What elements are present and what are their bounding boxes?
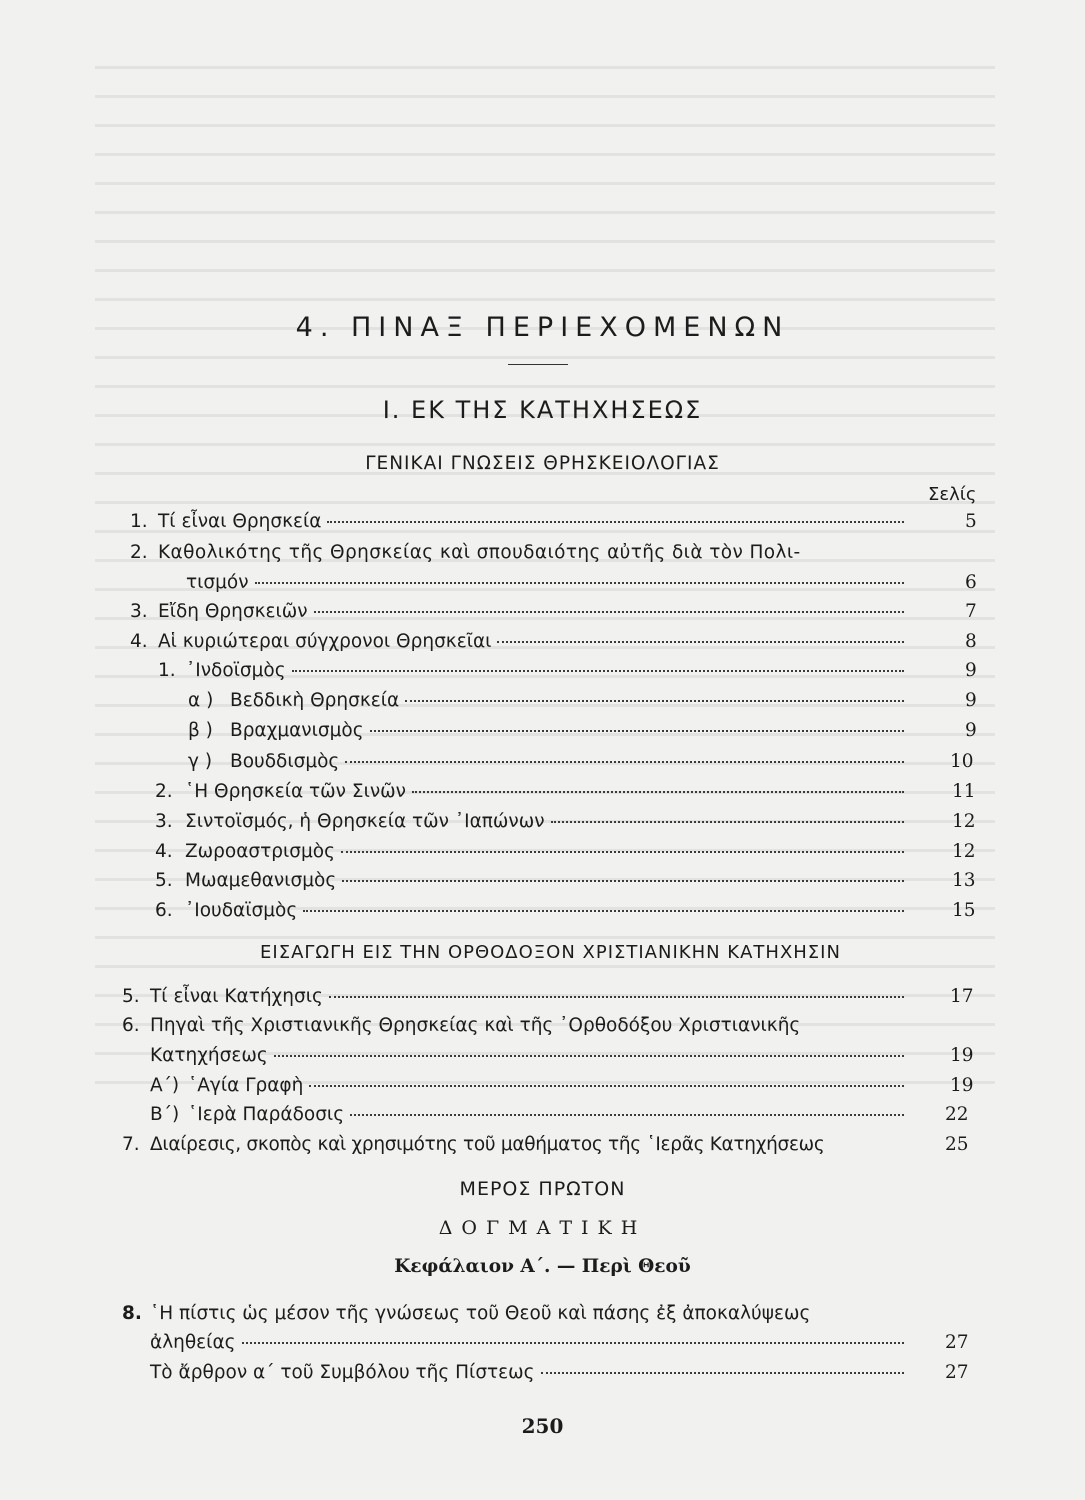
toc-entry xyxy=(122,1133,972,1157)
dot-leader xyxy=(350,1114,904,1116)
entry-number: 8. xyxy=(122,1303,142,1324)
toc-entry-line xyxy=(130,541,801,565)
entry-page: 27 xyxy=(945,1332,969,1353)
entry-number: 5. xyxy=(122,986,140,1007)
toc-entry-continuation xyxy=(150,1331,969,1355)
entry-page: 7 xyxy=(965,601,977,622)
entry-page: 15 xyxy=(952,900,976,921)
entry-title: Σιντοϊσμός, ἡ Θρησκεία τῶν ᾿Ιαπώνων xyxy=(185,811,545,832)
toc-entry xyxy=(155,869,976,893)
entry-number: 2. xyxy=(155,781,173,802)
entry-page: 17 xyxy=(950,986,974,1007)
entry-page: 10 xyxy=(950,751,974,772)
dot-leader xyxy=(329,996,904,998)
entry-page: 12 xyxy=(952,841,976,862)
entry-number: 3. xyxy=(130,601,148,622)
dot-leader xyxy=(412,791,904,793)
entry-page: 5 xyxy=(965,511,977,532)
dot-leader xyxy=(303,910,904,912)
toc-entry-continuation xyxy=(150,1044,974,1068)
toc-entry xyxy=(188,719,977,743)
dot-leader xyxy=(370,730,904,732)
entry-title: Αἱ κυριώτεραι σύγχρονοι Θρησκεῖαι xyxy=(158,631,492,652)
page-title: 4. ΠΙΝΑΞ ΠΕΡΙΕΧΟΜΕΝΩΝ xyxy=(295,312,790,343)
toc-entry xyxy=(188,689,977,713)
toc-entry xyxy=(130,600,977,624)
entry-page: 9 xyxy=(965,690,977,711)
dot-leader xyxy=(309,1085,904,1087)
dot-leader xyxy=(345,761,904,763)
entry-title: ῾Ιερὰ Παράδοσις xyxy=(188,1104,345,1125)
entry-title: ῾Αγία Γραφὴ xyxy=(188,1075,304,1096)
entry-page: 22 xyxy=(945,1104,969,1125)
entry-title: Τὸ ἄρθρον α΄ τοῦ Συμβόλου τῆς Πίστεως xyxy=(150,1362,535,1383)
dot-leader xyxy=(342,880,904,882)
dot-leader xyxy=(242,1342,905,1344)
entry-number: γ ) xyxy=(188,751,213,772)
dogmatics-heading: ΔΟΓΜΑΤΙΚΗ xyxy=(438,1217,647,1239)
chapter-heading: Κεφάλαιον Α΄. — Περὶ Θεοῦ xyxy=(394,1256,691,1277)
entry-number: β ) xyxy=(188,720,213,741)
entry-number: 2. xyxy=(130,542,148,563)
dot-leader xyxy=(327,521,904,523)
entry-title: Τί εἶναι Θρησκεία xyxy=(158,511,322,532)
bleed-through-texture xyxy=(95,40,995,1100)
toc-entry-line xyxy=(122,1014,800,1038)
entry-title: Διαίρεσις, σκοπὸς καὶ χρησιμότης τοῦ μαθήματος τῆς ῾Ιερᾶς Κατηχήσεως xyxy=(150,1134,825,1155)
page-column-label: Σελίς xyxy=(928,484,977,505)
entry-title: Πηγαὶ τῆς Χριστιανικῆς Θρησκείας καὶ τῆς ᾿Ορθοδόξου Χριστιανικῆς xyxy=(150,1015,801,1036)
entry-title-cont: τισμόν xyxy=(186,572,249,593)
entry-number: 6. xyxy=(122,1015,140,1036)
toc-entry xyxy=(150,1074,974,1098)
entry-page: 19 xyxy=(950,1045,974,1066)
entry-number: 7. xyxy=(122,1134,140,1155)
entry-title: Βραχμανισμὸς xyxy=(230,720,364,741)
entry-number: 3. xyxy=(155,811,173,832)
toc-entry xyxy=(130,630,977,654)
entry-title: Τί εἶναι Κατήχησις xyxy=(150,986,323,1007)
section-heading-1: ΓΕΝΙΚΑΙ ΓΝΩΣΕΙΣ ΘΡΗΣΚΕΙΟΛΟΓΙΑΣ xyxy=(365,453,720,474)
entry-title: Εἴδη Θρησκειῶν xyxy=(158,601,308,622)
dot-leader xyxy=(314,611,904,613)
entry-page: 27 xyxy=(945,1362,969,1383)
part-one-heading: ΜΕΡΟΣ ΠΡΩΤΟΝ xyxy=(459,1178,626,1200)
toc-entry xyxy=(155,899,976,923)
entry-page: 11 xyxy=(952,781,976,802)
entry-number: 1. xyxy=(130,511,148,532)
entry-title: Καθολικότης τῆς Θρησκείας καὶ σπουδαιότης αὐτῆς διὰ τὸν Πολι- xyxy=(158,542,801,563)
entry-title: Βουδδισμὸς xyxy=(230,751,340,772)
entry-title: ᾿Ινδοϊσμὸς xyxy=(186,660,286,681)
entry-number: 1. xyxy=(158,660,176,681)
entry-number: Β΄) xyxy=(150,1104,180,1125)
dot-leader xyxy=(551,821,904,823)
entry-page: 9 xyxy=(965,720,977,741)
toc-entry xyxy=(122,985,974,1009)
dot-leader xyxy=(405,700,904,702)
dot-leader xyxy=(274,1055,904,1057)
dot-leader xyxy=(497,641,904,643)
entry-title: ᾿Ιουδαϊσμὸς xyxy=(185,900,298,921)
dot-leader xyxy=(341,851,904,853)
toc-entry xyxy=(155,810,976,834)
toc-entry-line xyxy=(122,1302,810,1326)
entry-page: 6 xyxy=(965,572,977,593)
toc-entry xyxy=(158,659,977,683)
dot-leader xyxy=(292,670,904,672)
toc-entry xyxy=(150,1361,969,1385)
section-heading-2: ΕΙΣΑΓΩΓΗ ΕΙΣ ΤΗΝ ΟΡΘΟΔΟΞΟΝ ΧΡΙΣΤΙΑΝΙΚΗΝ ΚΑΤΗΧΗΣΙΝ xyxy=(260,942,841,963)
entry-number: α ) xyxy=(188,690,214,711)
entry-page: 12 xyxy=(952,811,976,832)
entry-title: ῾Η πίστις ὡς μέσον τῆς γνώσεως τοῦ Θεοῦ καὶ πάσης ἐξ ἀποκαλύψεως xyxy=(150,1303,811,1324)
dot-leader xyxy=(255,582,904,584)
entry-title-cont: Κατηχήσεως xyxy=(150,1045,268,1066)
toc-entry xyxy=(130,510,977,534)
toc-entry xyxy=(155,840,976,864)
entry-page: 25 xyxy=(945,1134,969,1155)
toc-entry xyxy=(150,1103,969,1127)
part-heading: Ι. ΕΚ ΤΗΣ ΚΑΤΗΧΗΣΕΩΣ xyxy=(382,396,703,424)
entry-title: ῾Η Θρησκεία τῶν Σινῶν xyxy=(185,781,406,802)
entry-title: Μωαμεθανισμὸς xyxy=(185,870,337,891)
entry-number: 6. xyxy=(155,900,173,921)
entry-title: Βεδδικὴ Θρησκεία xyxy=(230,690,400,711)
entry-number: Α΄) xyxy=(150,1075,180,1096)
page-number: 250 xyxy=(521,1414,564,1438)
entry-number: 5. xyxy=(155,870,173,891)
entry-title-cont: ἀληθείας xyxy=(150,1332,236,1353)
title-rule xyxy=(508,364,568,365)
entry-page: 9 xyxy=(965,660,977,681)
toc-entry-continuation xyxy=(186,571,977,595)
entry-number: 4. xyxy=(155,841,173,862)
entry-page: 13 xyxy=(952,870,976,891)
entry-title: Ζωροαστρισμὸς xyxy=(185,841,335,862)
entry-page: 19 xyxy=(950,1075,974,1096)
dot-leader xyxy=(541,1372,904,1374)
entry-number: 4. xyxy=(130,631,148,652)
entry-page: 8 xyxy=(965,631,977,652)
toc-entry xyxy=(155,780,976,804)
toc-entry xyxy=(188,750,974,774)
